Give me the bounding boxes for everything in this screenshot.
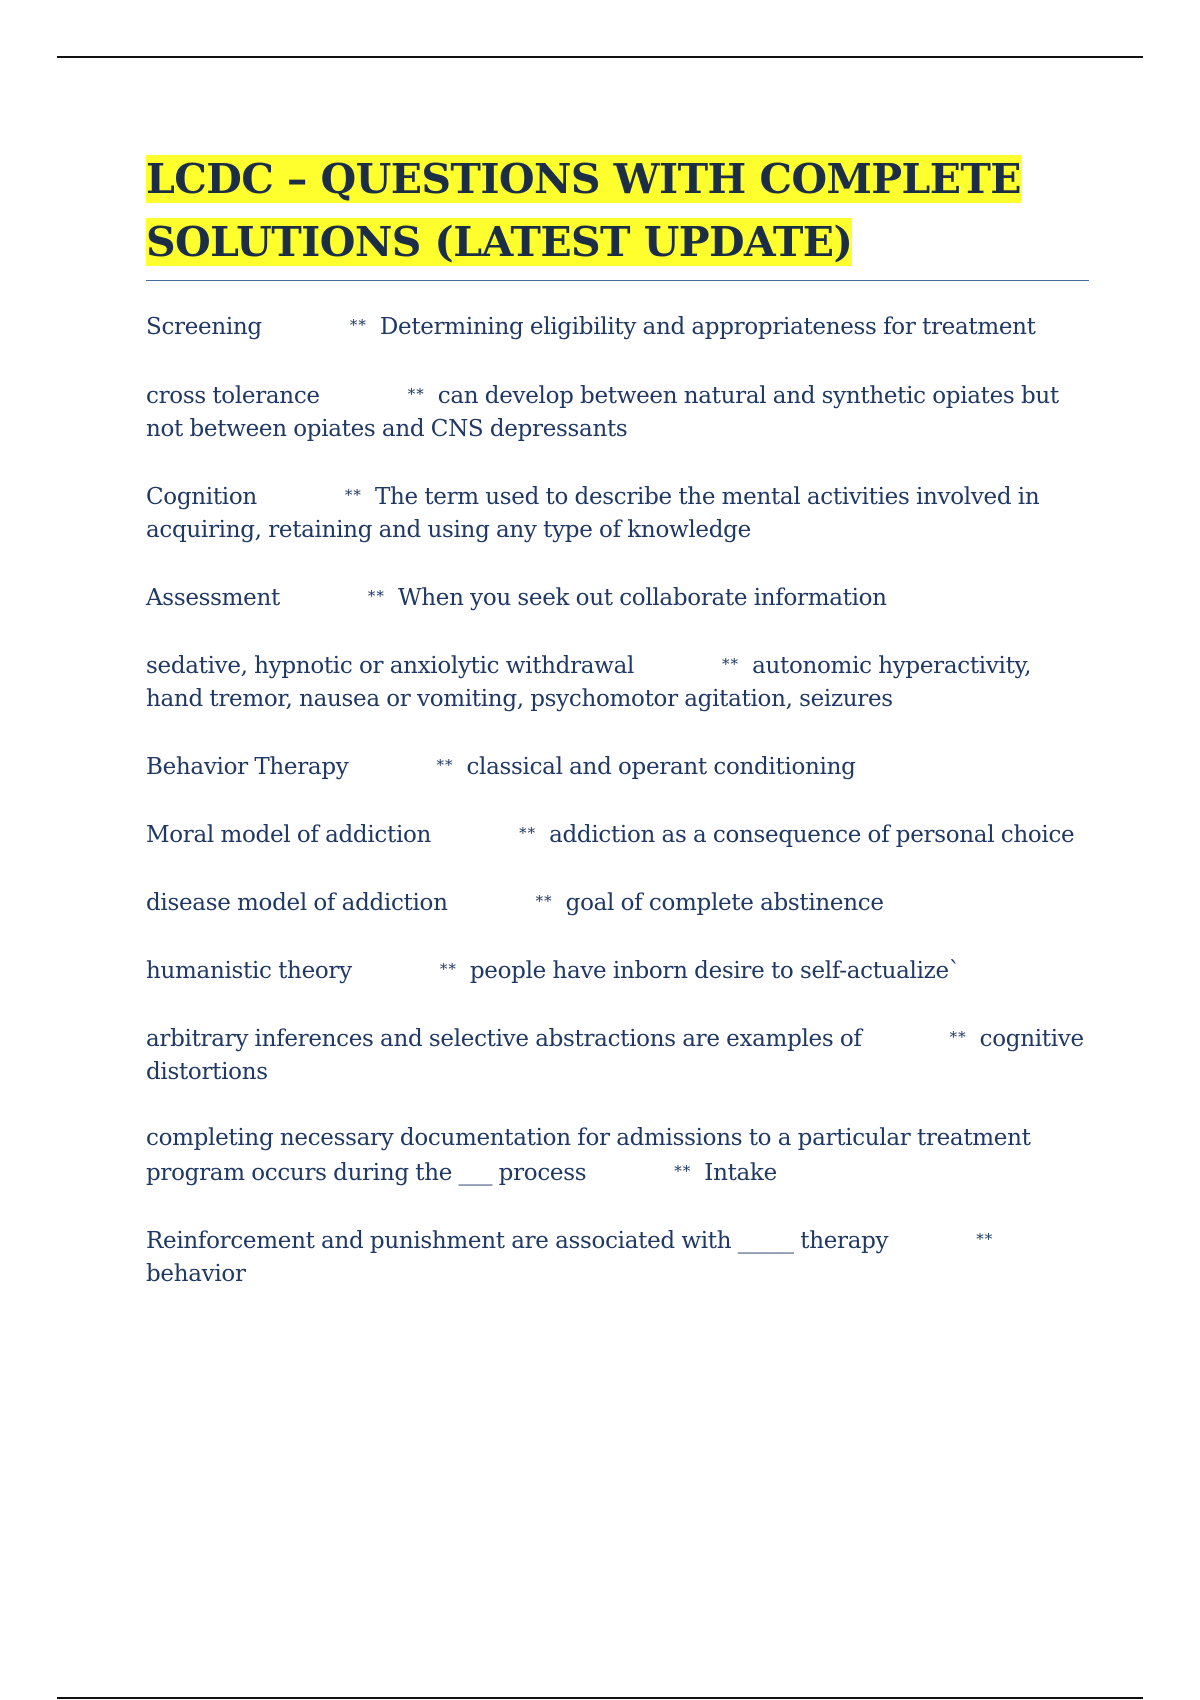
qa-definition: Intake <box>704 1160 777 1186</box>
header-rule <box>57 56 1143 58</box>
qa-definition: Determining eligibility and appropriateness for treatment <box>379 314 1036 340</box>
qa-term: Cognition <box>146 484 257 510</box>
qa-item <box>146 1223 1089 1291</box>
qa-separator: ** <box>439 960 457 978</box>
qa-definition: The term used to describe the mental activities involved in acquiring, retaining and using any type of knowledge <box>146 484 1040 543</box>
title-underline <box>146 280 1089 281</box>
qa-separator: ** <box>976 1230 994 1248</box>
qa-item <box>146 953 1089 988</box>
qa-term: Reinforcement and punishment are associated with _____ therapy <box>146 1228 889 1254</box>
qa-term: Screening <box>146 314 262 340</box>
qa-definition: goal of complete abstinence <box>565 890 884 916</box>
qa-item <box>146 1021 1089 1089</box>
qa-definition: people have inborn desire to self-actualize` <box>469 958 960 984</box>
qa-term: disease model of addiction <box>146 890 448 916</box>
qa-term: sedative, hypnotic or anxiolytic withdrawal <box>146 653 635 679</box>
title-line-1: LCDC – QUESTIONS WITH COMPLETE <box>146 155 1021 203</box>
qa-separator: ** <box>344 486 362 504</box>
qa-separator: ** <box>349 316 367 334</box>
qa-separator: ** <box>674 1162 692 1180</box>
qa-definition: addiction as a consequence of personal choice <box>549 822 1075 848</box>
qa-item <box>146 1122 1089 1190</box>
qa-item <box>146 479 1089 547</box>
title-line-2: SOLUTIONS (LATEST UPDATE) <box>146 218 853 266</box>
qa-separator: ** <box>535 892 553 910</box>
qa-item <box>146 378 1089 446</box>
qa-term: Assessment <box>146 585 280 611</box>
qa-separator: ** <box>722 655 740 673</box>
qa-definition: behavior <box>146 1261 246 1287</box>
qa-item <box>146 817 1089 852</box>
footer-rule <box>57 1697 1143 1699</box>
qa-separator: ** <box>367 587 385 605</box>
qa-term: humanistic theory <box>146 958 352 984</box>
qa-separator: ** <box>519 824 537 842</box>
qa-definition: can develop between natural and synthetic opiates but not between opiates and CNS depressants <box>146 383 1059 442</box>
qa-item <box>146 749 1089 784</box>
qa-item <box>146 580 1089 615</box>
qa-definition: When you seek out collaborate information <box>397 585 887 611</box>
qa-item <box>146 309 1089 344</box>
qa-term: Behavior Therapy <box>146 754 349 780</box>
qa-separator: ** <box>436 756 454 774</box>
qa-definition: autonomic hyperactivity, hand tremor, nausea or vomiting, psychomotor agitation, seizures <box>146 653 1032 712</box>
document-title <box>146 148 1089 274</box>
qa-item <box>146 885 1089 920</box>
qa-separator: ** <box>407 385 425 403</box>
qa-separator: ** <box>949 1028 967 1046</box>
qa-definition: classical and operant conditioning <box>466 754 856 780</box>
qa-term: cross tolerance <box>146 383 320 409</box>
qa-term: arbitrary inferences and selective abstractions are examples of <box>146 1026 862 1052</box>
qa-term: completing necessary documentation for admissions to a particular treatment program occurs during the ___ process <box>146 1125 1031 1186</box>
qa-definition: cognitive distortions <box>146 1026 1084 1085</box>
document-body <box>146 148 1089 1324</box>
qa-term: Moral model of addiction <box>146 822 432 848</box>
qa-item <box>146 648 1089 716</box>
